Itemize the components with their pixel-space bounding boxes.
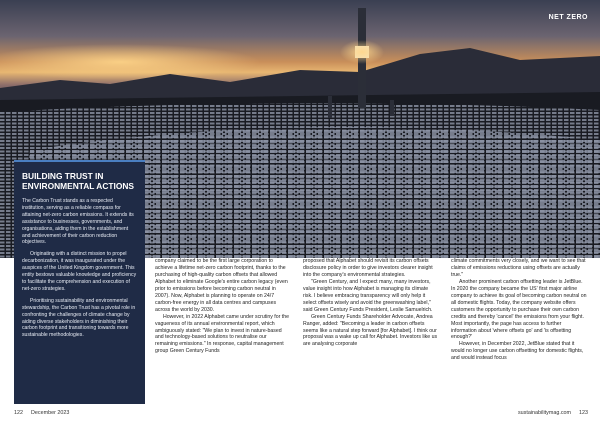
article-paragraph: "Green Century, and I expect many, many investors, value insight into how Alphabet is managing its climate risk. I believe embracing transparency will only help it select offsets wisely and avoid the greenwashing label," said Green Century Funds President, Leslie Samuelrich. <box>303 278 433 313</box>
issue-date: December 2023 <box>31 410 70 416</box>
section-tag: NET ZERO <box>548 14 588 21</box>
article-column-3 <box>451 258 588 362</box>
sidebar-paragraph: Prioritising sustainability and environmental stewardship, the Carbon Trust has a pivotal role in confronting the challenges of climate change by aiding diverse stakeholders in diminishing their carbon footprint and transitioning towards more sustainable methodologies. <box>22 297 136 339</box>
sidebar-heading: BUILDING TRUST IN ENVIRONMENTAL ACTIONS <box>22 171 134 191</box>
sidebar-paragraph: Originating with a distinct mission to propel decarbonization, it was inaugurated under the auspices of the United Kingdom government. This entity bestows valuable knowledge and proficiency to facilitate the comprehension and execution of net-zero strategies. <box>22 251 137 292</box>
footer-right <box>518 410 588 416</box>
article-paragraph: However, in December 2022, JetBlue stated that it would no longer use carbon offsetting for domestic flights, and would instead focus <box>451 341 584 362</box>
page-number-right: 123 <box>579 410 588 416</box>
article-column-2 <box>303 258 438 348</box>
article-paragraph: Green Century Funds Shareholder Advocate, Andrea Ranger, added: "Becoming a leader in carbon offsets seems like a natural step forward [for Alphabet]. I think our proposal was a wake up call for Alphabet. Investors like us are analysing corporate <box>303 313 438 348</box>
article-paragraph: However, in 2022 Alphabet came under scrutiny for the vagueness of its annual environmental report, which ambiguously stated: "We plan to invest in nature-based and technology-based solutions to neutralise our remaining emissions." In response, capital management group Green Century Funds <box>155 313 290 355</box>
article-paragraph: Another prominent carbon offsetting leader is JetBlue. In 2020 the company became the US' first major airline company to achieve its goal of becoming carbon neutral on all domestic flights. Today, the company website offers customers the opportunity to purchase their own carbon credits and thereby 'cancel' the emissions from your flight. Most importantly, the page has access to further information about 'where offsets go' and 'is offsetting enough?' <box>451 278 587 341</box>
article-paragraph: proposed that Alphabet should revisit its carbon offsets disclosure policy in order to give investors clearer insight into the company's environmental strategies. <box>303 258 433 278</box>
sidebar-box <box>14 160 145 404</box>
article-paragraph: climate commitments very closely, and we want to see that claims of emissions reductions using offsets are actually true." <box>451 258 586 278</box>
site-url: sustainabilitymag.com <box>517 410 571 416</box>
article-column-1 <box>155 258 290 355</box>
page-number-left: 122 <box>14 410 23 416</box>
sidebar-paragraph: The Carbon Trust stands as a respected institution, serving as a reliable compass for attaining net-zero carbon emissions. It extends its assistance to businesses, governments, and organisations, aiding them in the establishment and achievement of their carbon reduction objectives. <box>22 198 134 246</box>
article-paragraph: company claimed to be the first large corporation to achieve a lifetime net-zero carbon footprint, thanks to the purchasing of high-quality carbon offsets that allowed Alphabet to eliminate Google's entire carbon legacy (even prior to emissions before becoming carbon neutral in 2007). Now, Alphabet is planning to operate on 24/7 carbon-free energy in all data centres and campuses across the world by 2030. <box>155 258 288 313</box>
footer-left <box>14 410 69 416</box>
